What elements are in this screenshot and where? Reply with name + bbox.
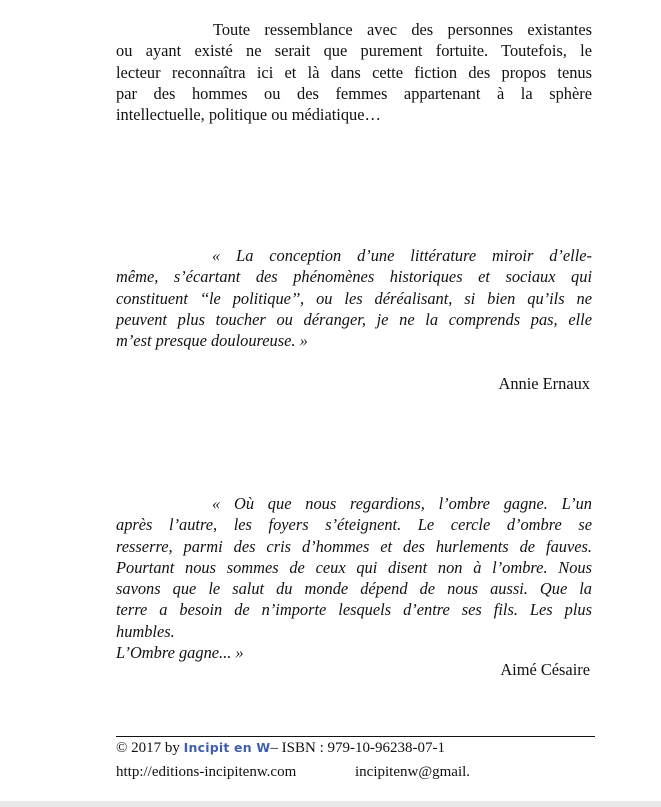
ernaux-quote — [116, 245, 592, 351]
copyright-prefix: © 2017 by — [116, 740, 180, 756]
cesaire-quote — [116, 493, 592, 663]
quote-line: même, s’écartant des phénomènes historiques et sociaux qui — [116, 267, 592, 287]
footer-divider — [116, 736, 595, 737]
website-link[interactable]: http://editions-incipitenw.com — [116, 764, 297, 780]
quote-line: savons que le salut du monde dépend de nous aussi. Que la — [116, 579, 592, 599]
quote-line: peuvent plus toucher ou déranger, je ne la comprends pas, elle — [116, 309, 592, 329]
quote-line: terre a besoin de n’importe lesquels d’entre ses fils. Les plus — [116, 600, 592, 620]
copyright-line — [116, 738, 445, 758]
disclaimer-line: ou ayant existé ne serait que purement fortuite. Toutefois, le — [116, 41, 592, 61]
disclaimer-line: intellectuelle, politique ou médiatique… — [116, 105, 381, 125]
quote-line: constituent ‘‘le politique’’, ou les déréalisant, si bien qu’ils ne — [116, 288, 592, 308]
disclaimer-line: lecteur reconnaîtra ici et là dans cette fiction des propos tenus — [116, 62, 592, 82]
quote-line: Pourtant nous sommes de ceux qui disent non à l’ombre. Nous — [116, 557, 592, 577]
quote-line: m’est presque douloureuse. » — [116, 331, 308, 351]
quote-line: après l’autre, les foyers s’éteignent. Le cercle d’ombre se — [116, 515, 592, 535]
quote-author-ernaux: Annie Ernaux — [498, 374, 590, 393]
quote-line: « Où que nous regardions, l’ombre gagne. L’un — [212, 494, 592, 513]
isbn-text: – ISBN : 979-10-96238-07-1 — [270, 740, 445, 756]
disclaimer-line: Toute ressemblance avec des personnes existantes — [213, 20, 592, 39]
quote-line: L’Ombre gagne... » — [116, 643, 244, 663]
page-bottom-edge — [0, 801, 661, 807]
quote-author-cesaire: Aimé Césaire — [500, 660, 590, 679]
disclaimer-paragraph — [116, 19, 592, 125]
quote-line: « La conception d’une littérature miroir d’elle- — [212, 246, 592, 265]
publisher-logo: Incipit en W — [183, 740, 271, 755]
quote-line: humbles. — [116, 621, 175, 641]
quote-line: resserre, parmi des cris d’hommes et des hurlements de fauves. — [116, 536, 592, 556]
email-link[interactable]: incipitenw@gmail. — [355, 764, 471, 780]
disclaimer-line: par des hommes ou des femmes appartenant à la sphère — [116, 83, 592, 103]
